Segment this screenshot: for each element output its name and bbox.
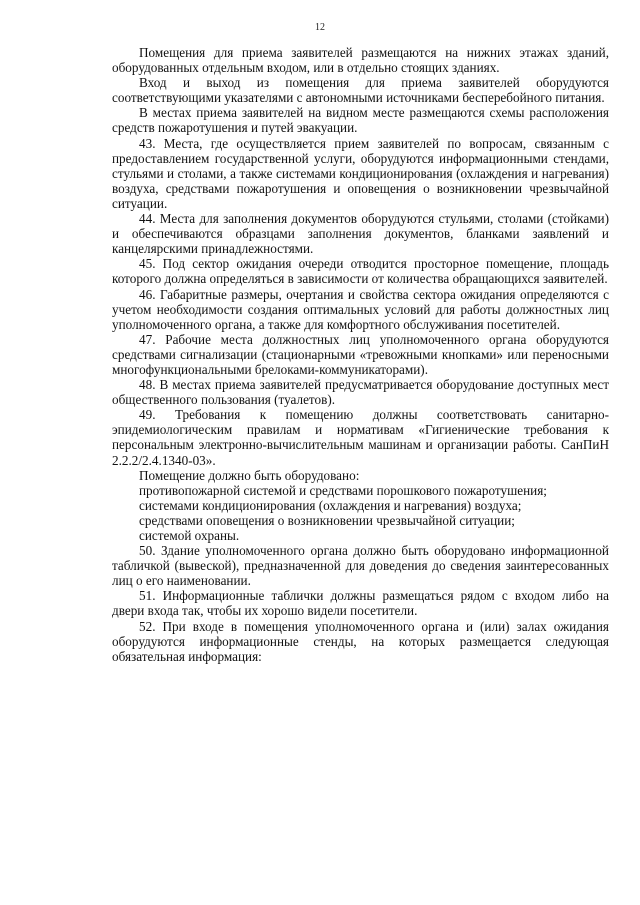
equipment-intro: Помещение должно быть оборудовано: xyxy=(139,467,360,483)
paragraph-46: 46. Габаритные размеры, очертания и свойства сектора ожидания определяются с учетом необходимости создания оптимальных условий для работы должностных лиц уполномоченного органа, а также для комфортного обслуживания посетителей. xyxy=(112,286,609,332)
paragraph-52: 52. При входе в помещения уполномоченного органа и (или) залах ожидания оборудуются информационные стенды, на которых размещается следующая обязательная информация: xyxy=(112,618,609,664)
paragraph-44: 44. Места для заполнения документов оборудуются стульями, столами (стойками) и обеспечиваются образцами заполнения документов, бланками заявлений и канцелярскими принадлежностями. xyxy=(112,211,609,257)
equipment-list-item: системой охраны. xyxy=(139,528,240,543)
equipment-list-item: противопожарной системой и средствами порошкового пожаротушения; xyxy=(139,482,547,498)
page-number: 12 xyxy=(315,22,325,33)
paragraph-50: 50. Здание уполномоченного органа должно быть оборудовано информационной табличкой (вывеской), предназначенной для доведения до сведения заинтересованных лиц о его наименовании. xyxy=(112,543,609,589)
document-body xyxy=(112,45,609,664)
equipment-list-item: системами кондиционирования (охлаждения и нагревания) воздуха; xyxy=(139,497,522,513)
paragraph-51: 51. Информационные таблички должны размещаться рядом с входом либо на двери входа так, чтобы их хорошо видели посетители. xyxy=(112,588,609,619)
paragraph-49: 49. Требования к помещению должны соответствовать санитарно-эпидемиологическим правилам и нормативам «Гигиенические требования к персональным электронно-вычислительным машинам и организации работы. СанПиН 2.2.2/2.4.1340-03». xyxy=(112,407,609,468)
paragraph-47: 47. Рабочие места должностных лиц уполномоченного органа оборудуются средствами сигнализации (стационарными «тревожными кнопками» или переносными многофункциональными брелоками-коммуникаторами). xyxy=(112,331,609,377)
paragraph: В местах приема заявителей на видном месте размещаются схемы расположения средств пожаротушения и путей эвакуации. xyxy=(112,105,609,136)
paragraph: Помещения для приема заявителей размещаются на нижних этажах зданий, оборудованных отдельным входом, или в отдельно стоящих зданиях. xyxy=(112,45,609,76)
paragraph: Вход и выход из помещения для приема заявителей оборудуются соответствующими указателями с автономными источниками бесперебойного питания. xyxy=(112,75,609,106)
paragraph-43: 43. Места, где осуществляется прием заявителей по вопросам, связанным с предоставлением государственной услуги, оборудуются информационными стендами, стульями и столами, а также системами кондиционирования (охлаждения и нагревания) воздуха, средствами пожаротушения и оповещения о возникновении чрезвычайной ситуации. xyxy=(112,135,609,211)
paragraph-48: 48. В местах приема заявителей предусматривается оборудование доступных мест общественного пользования (туалетов). xyxy=(112,377,609,408)
paragraph-45: 45. Под сектор ожидания очереди отводится просторное помещение, площадь которого должна определяться в зависимости от количества обращающихся заявителей. xyxy=(112,256,609,287)
equipment-list-item: средствами оповещения о возникновении чрезвычайной ситуации; xyxy=(139,512,515,528)
